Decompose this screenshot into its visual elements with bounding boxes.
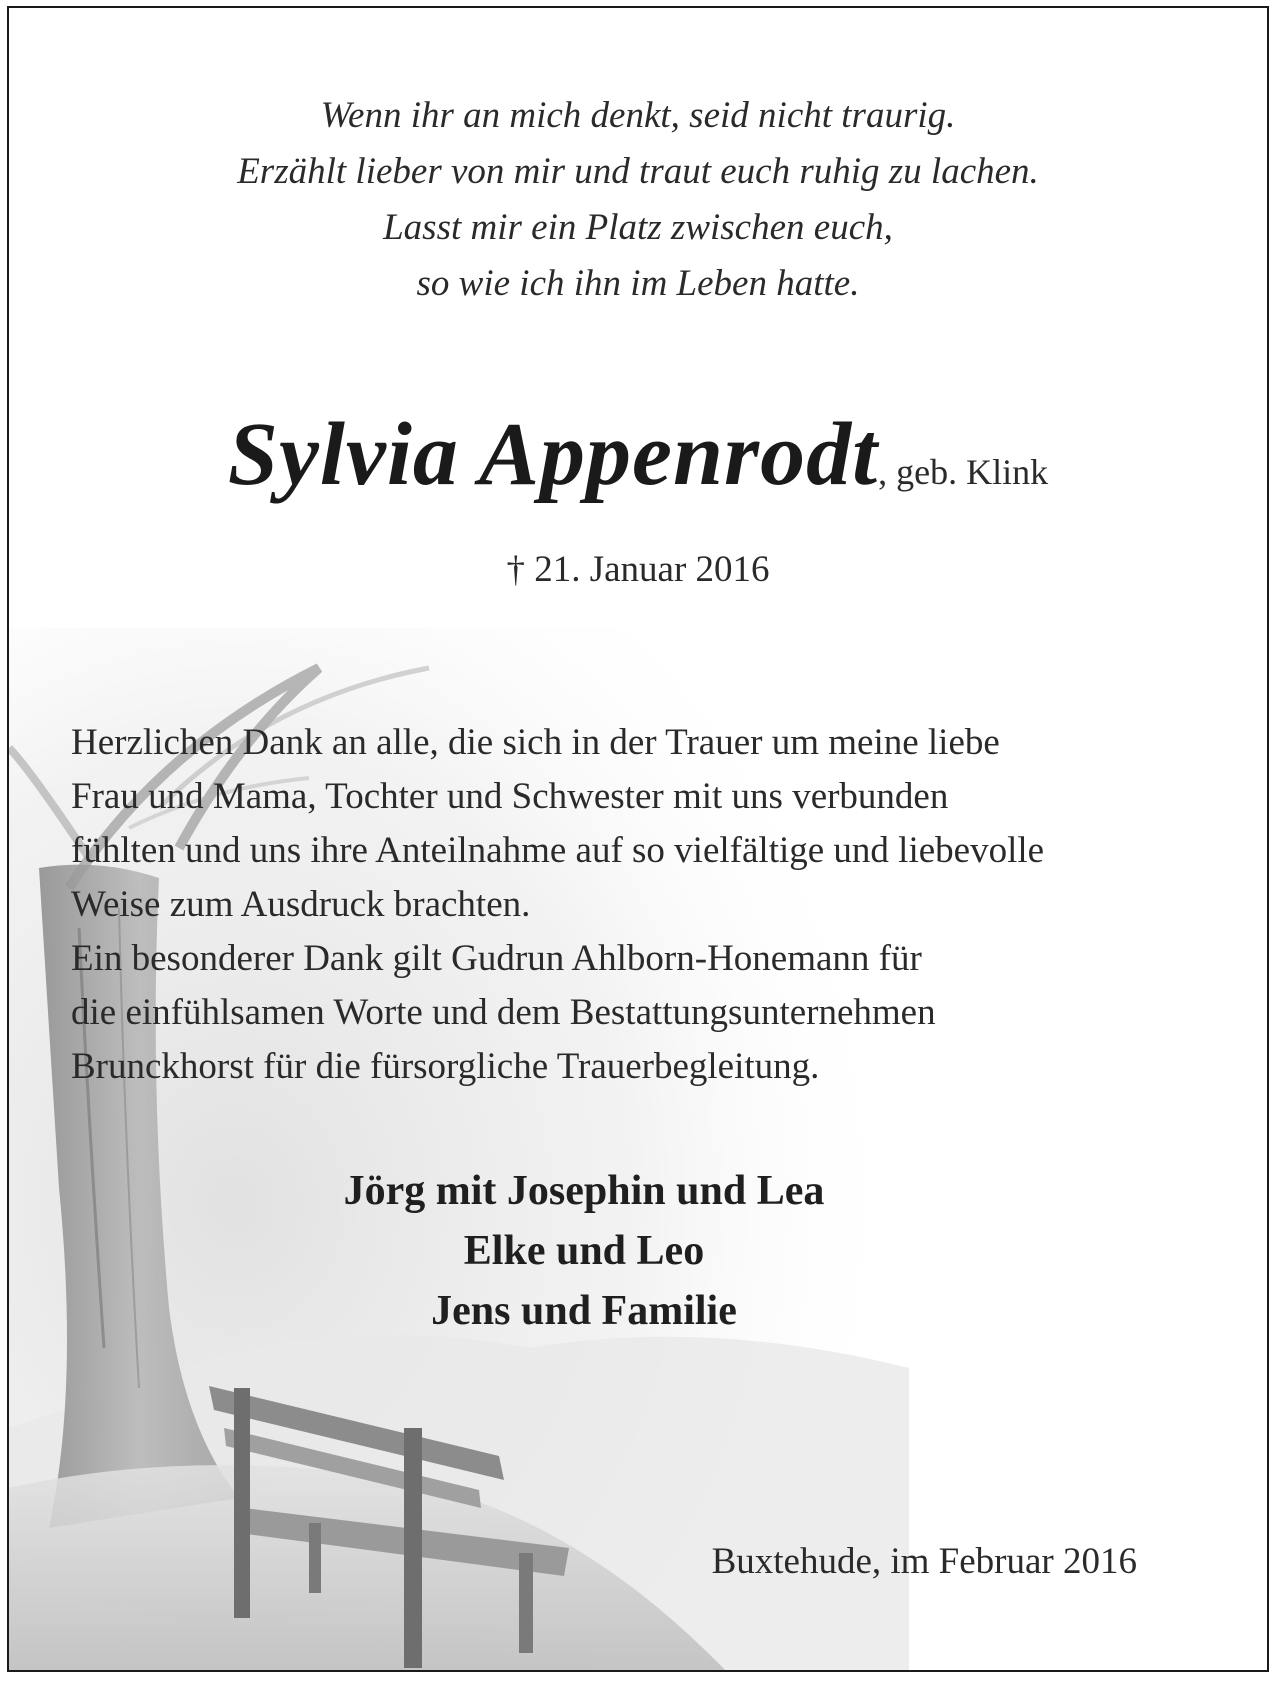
poem-line: so wie ich ihn im Leben hatte. [416,263,860,304]
deceased-name: Sylvia Appenrodt [227,405,879,504]
thanks-line: Brunckhorst für die fürsorgliche Trauerbegleitung. [71,1046,820,1087]
signatures [9,1161,1269,1341]
thanks-text [71,716,1241,1094]
signature-line: Elke und Leo [463,1228,705,1274]
thanks-line: Frau und Mama, Tochter und Schwester mit uns verbunden [71,776,949,817]
deceased-name-line [9,403,1267,506]
thanks-line: die einfühlsamen Worte und dem Bestattungsunternehmen [71,992,936,1033]
thanks-line: Weise zum Ausdruck brachten. [71,884,531,925]
thanks-line: Herzlichen Dank an alle, die sich in der Trauer um meine liebe [71,722,1000,763]
poem-line: Lasst mir ein Platz zwischen euch, [383,207,893,248]
signature-line: Jörg mit Josephin und Lea [343,1168,825,1214]
thanks-line: Ein besonderer Dank gilt Gudrun Ahlborn-Honemann für [71,938,922,979]
place-date: Buxtehude, im Februar 2016 [711,1541,1137,1582]
signature-line: Jens und Familie [431,1288,737,1334]
maiden-name: , geb. Klink [878,452,1049,492]
obituary-frame [7,6,1269,1672]
death-date: † 21. Januar 2016 [506,549,770,590]
poem-line: Erzählt lieber von mir und traut euch ruhig zu lachen. [237,151,1039,192]
poem [9,88,1267,312]
thanks-line: fühlten und uns ihre Anteilnahme auf so vielfältige und liebevolle [71,830,1045,871]
poem-line: Wenn ihr an mich denkt, seid nicht traurig. [320,95,956,136]
